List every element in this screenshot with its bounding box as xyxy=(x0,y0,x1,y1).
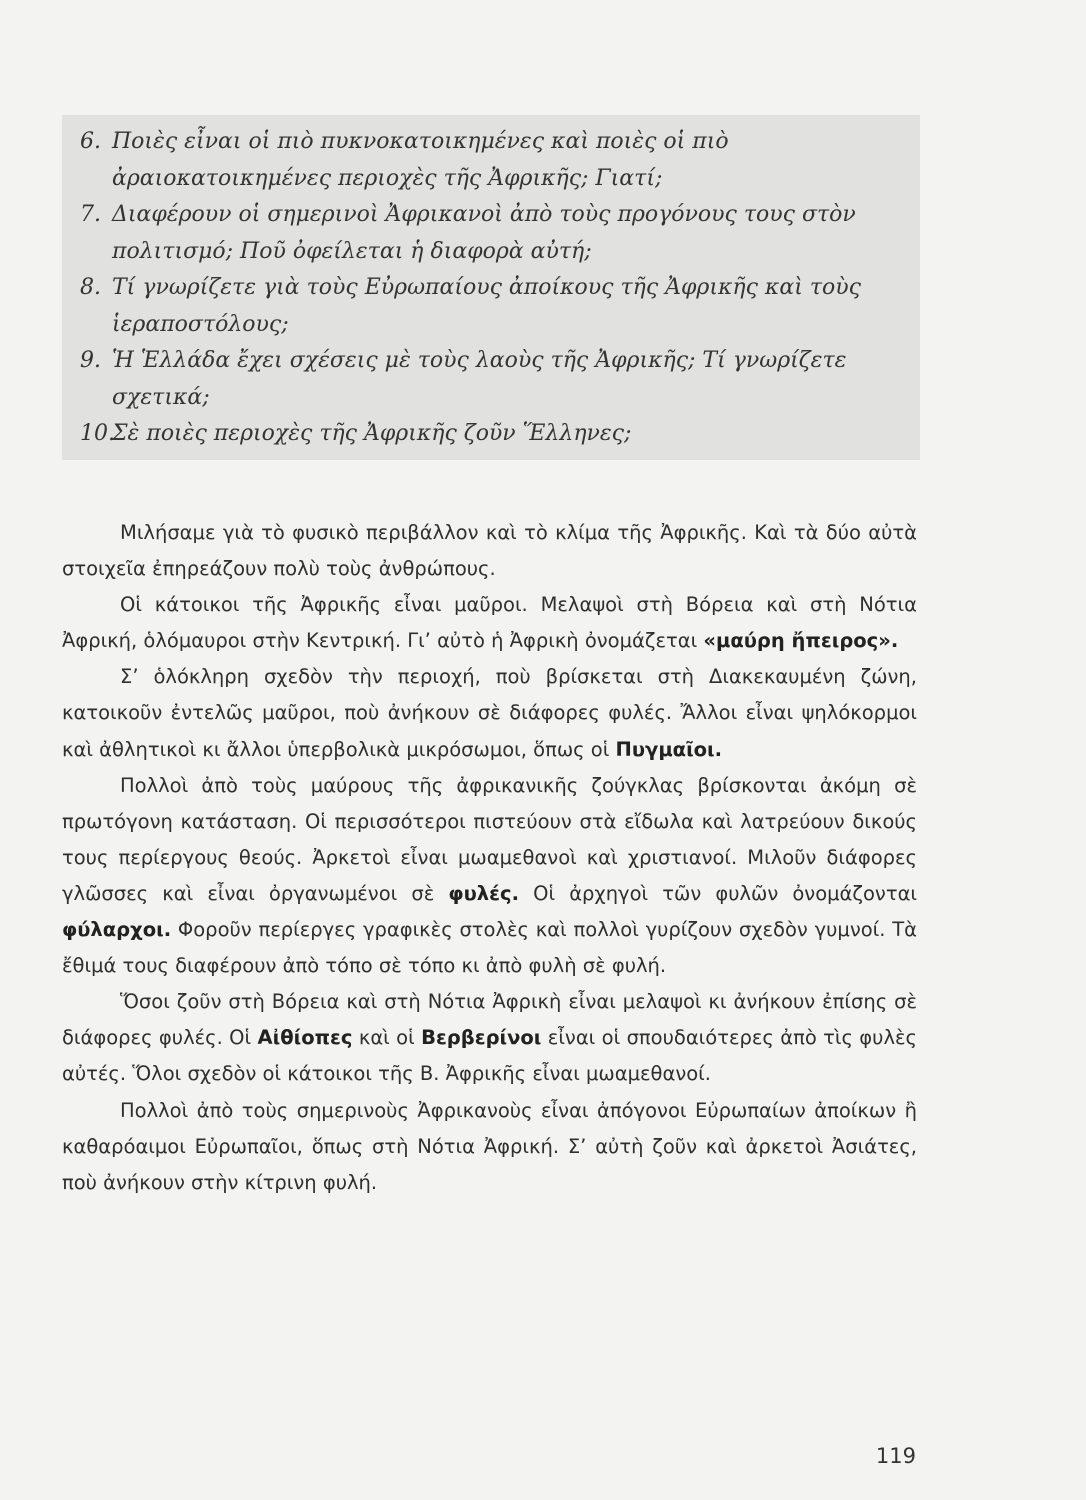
paragraph-torrid-zone xyxy=(62,659,917,767)
question-number: 7. xyxy=(80,202,101,227)
keyword-black-continent: «μαύρη ἤπειρος». xyxy=(703,629,899,653)
question-number: 9. xyxy=(80,348,101,373)
question-text: Διαφέρουν οἱ σημερινοὶ Ἀφρικανοὶ ἀπὸ τοὺς προγόνους τους στὸν πολιτισμό; Ποῦ ὀφείλεται ἡ διαφορὰ αὐτή; xyxy=(112,202,856,264)
paragraph-text: Σ’ ὁλόκληρη σχεδὸν τὴν περιοχή, ποὺ βρίσκεται στὴ Διακεκαυμένη ζώνη, κατοικοῦν ἐντελῶς μαῦροι, ποὺ ἀνήκουν σὲ διάφορες φυλές. Ἄλλοι εἶναι ψηλόκορμοι καὶ ἀθλητικοὶ κι ἄλλοι ὑπερβολικὰ μικρόσωμοι, ὅπως οἱ xyxy=(62,665,917,761)
question-text: Ποιὲς εἶναι οἱ πιὸ πυκνοκατοικημένες καὶ ποιὲς οἱ πιὸ ἀραιοκατοικημένες περιοχὲς τῆς Ἀφρικῆς; Γιατί; xyxy=(112,129,729,191)
paragraph-europeans xyxy=(62,1093,917,1201)
paragraph-text: Φοροῦν περίεργες γραφικὲς στολὲς καὶ πολλοὶ γυρίζουν σχεδὸν γυμνοί. Τὰ ἔθιμά τους διαφέρουν ἀπὸ τόπο σὲ τόπο κι ἀπὸ φυλὴ σὲ φυλή. xyxy=(62,918,917,978)
question-10 xyxy=(80,416,920,453)
paragraph-text: καὶ οἱ xyxy=(358,1026,415,1050)
paragraph-text: Οἱ κάτοικοι τῆς Ἀφρικῆς εἶναι μαῦροι. Μελαψοὶ στὴ Βόρεια καὶ στὴ Νότια Ἀφρική, ὁλόμαυροι στὴν Κεντρική. Γι’ αὐτὸ ἡ Ἀφρικὴ ὀνομάζεται xyxy=(62,593,917,653)
paragraph-text: Ὅσοι ζοῦν στὴ Βόρεια καὶ στὴ Νότια Ἀφρικὴ εἶναι μελαψοὶ κι ἀνήκουν ἐπίσης σὲ διάφορες φυλές. Οἱ xyxy=(62,990,917,1050)
question-text: Ἡ Ἑλλάδα ἔχει σχέσεις μὲ τοὺς λαοὺς τῆς Ἀφρικῆς; Τί γνωρίζετε σχετικά; xyxy=(112,348,847,410)
questions-list xyxy=(80,124,920,453)
question-number: 10. xyxy=(80,421,115,446)
paragraph-text: Μιλήσαμε γιὰ τὸ φυσικὸ περιβάλλον καὶ τὸ κλίμα τῆς Ἀφρικῆς. Καὶ τὰ δύο αὐτὰ στοιχεῖα ἐπηρεάζουν πολὺ τοὺς ἀνθρώπους. xyxy=(62,521,917,581)
question-text: Τί γνωρίζετε γιὰ τοὺς Εὐρωπαίους ἀποίκους τῆς Ἀφρικῆς καὶ τοὺς ἱεραποστόλους; xyxy=(112,275,861,337)
keyword-pygmies: Πυγμαῖοι. xyxy=(615,737,723,761)
body-text xyxy=(62,515,917,1201)
keyword-berbers: Βερβερίνοι xyxy=(421,1026,542,1050)
question-6 xyxy=(80,124,920,197)
paragraph-jungle-tribes xyxy=(62,768,917,985)
page-number: 119 xyxy=(875,1444,916,1468)
question-number: 6. xyxy=(80,129,101,154)
question-9 xyxy=(80,343,920,416)
paragraph-text: Οἱ ἀρχηγοὶ τῶν φυλῶν ὀνομάζονται xyxy=(533,881,918,905)
question-8 xyxy=(80,270,920,343)
paragraph-text: εἶναι οἱ σπουδαιότερες ἀπὸ τὶς φυλὲς αὐτές. Ὅλοι σχεδὸν οἱ κάτοικοι τῆς Β. Ἀφρικῆς εἶναι μωαμεθανοί. xyxy=(62,1026,917,1086)
paragraph-environment xyxy=(62,515,917,587)
question-7 xyxy=(80,197,920,270)
paragraph-north-south xyxy=(62,984,917,1092)
question-text: Σὲ ποιὲς περιοχὲς τῆς Ἀφρικῆς ζοῦν Ἕλληνες; xyxy=(112,421,632,446)
paragraph-inhabitants xyxy=(62,587,917,659)
paragraph-text: Πολλοὶ ἀπὸ τοὺς μαύρους τῆς ἀφρικανικῆς ζούγκλας βρίσκονται ἀκόμη σὲ πρωτόγονη κατάσταση. Οἱ περισσότεροι πιστεύουν στὰ εἴδωλα καὶ λατρεύουν δικούς τους περίεργους θεούς. Ἀρκετοὶ εἶναι μωαμεθανοὶ καὶ χριστιανοί. Μιλοῦν διάφορες γλῶσσες καὶ εἶναι ὀργανωμένοι σὲ xyxy=(62,773,917,905)
keyword-chieftains: φύλαρχοι. xyxy=(62,918,172,942)
keyword-tribes: φυλές. xyxy=(448,881,519,905)
question-number: 8. xyxy=(80,275,101,300)
paragraph-text: Πολλοὶ ἀπὸ τοὺς σημερινοὺς Ἀφρικανοὺς εἶναι ἀπόγονοι Εὐρωπαίων ἀποίκων ἢ καθαρόαιμοι Εὐρωπαῖοι, ὅπως στὴ Νότια Ἀφρική. Σ’ αὐτὴ ζοῦν καὶ ἀρκετοὶ Ἀσιάτες, ποὺ ἀνήκουν στὴν κίτρινη φυλή. xyxy=(62,1098,917,1194)
keyword-ethiopians: Αἰθίοπες xyxy=(257,1026,353,1050)
